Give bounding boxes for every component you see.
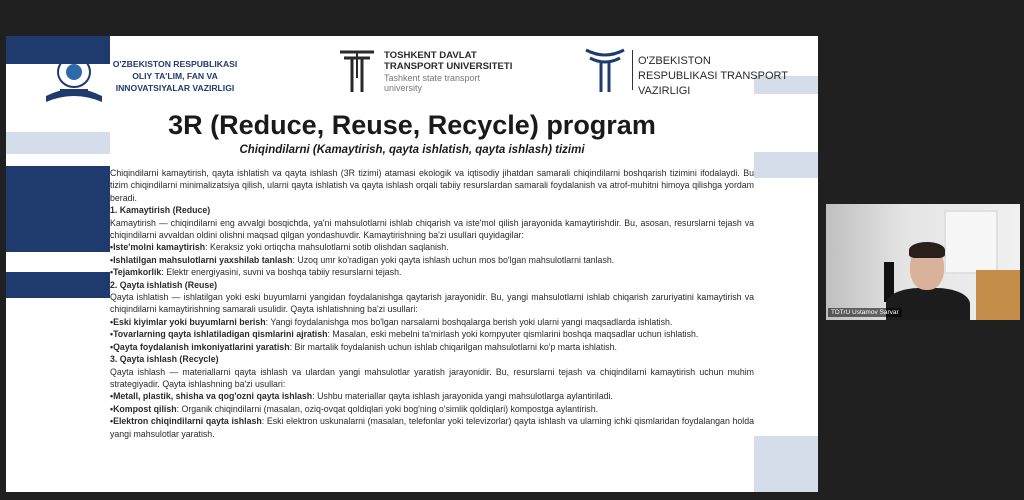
list-item (110, 254, 754, 266)
presentation-slide (6, 36, 818, 492)
list-item (110, 316, 754, 328)
list-item (110, 328, 754, 340)
list-item-label: •Iste'molni kamaytirish (110, 242, 206, 253)
intro-paragraph: Chiqindilarni kamaytirish, qayta ishlatish va qayta ishlash (3R tizimi) atamasi ekologik va iqtisodiy jihatdan samarali chiqindilarni boshqarish tizimini ifodalaydi. Bu tizim chiqindilarni minimalizatsiya qilish, ularni qayta ishlatish va qayta ishlash orqali tabiiy resurslardan samarali foydalanish va atrof-muhitni himoya qilishga yordam beradi. (110, 168, 754, 203)
list-item-label: •Ishlatilgan mahsulotlarni yaxshilab tanlash (110, 254, 293, 265)
list-item-label: •Tovarlarning qayta ishlatiladigan qismlarini ajratish (110, 329, 328, 340)
list-item (110, 341, 754, 353)
list-item-text: : Eski elektron uskunalarni (masalan, telefonlar yoki televizorlar) qayta ishlash va ularning ichki qismlaridan foydalangan holda yangi mahsulotlar yaratish. (110, 416, 754, 439)
list-item-label: •Eski kiyimlar yoki buyumlarni berish (110, 316, 266, 327)
list-item-label: •Kompost qilish (110, 403, 177, 414)
slide-body (110, 167, 754, 440)
section-heading-reuse: 2. Qayta ishlatish (Reuse) (110, 279, 218, 290)
decor-bar-left-3 (6, 272, 110, 298)
slide-subtitle: Chiqindilarni (Kamaytirish, qayta ishlatish, qayta ishlash) tizimi (239, 144, 585, 156)
slide-title: 3R (Reduce, Reuse, Recycle) program (168, 110, 656, 140)
participant-video-tile[interactable] (826, 204, 1020, 320)
section-text-reuse: Qayta ishlatish — ishlatilgan yoki eski buyumlarni yangidan foydalanishga qaytarish jarayonidir. Bu, yangi mahsulotlarni ishlab chiqarish zaruriyatini kamaytirish va chiqindilarni kamaytirishning samarali usulidir. Qayta ishlatishning ba'zi usullari: (110, 292, 754, 315)
logo-divider (632, 50, 633, 90)
list-item-label: •Metall, plastik, shisha va qog'ozni qayta ishlash (110, 391, 313, 402)
decor-bar-right-3 (754, 436, 818, 492)
decor-bar-left-2 (6, 166, 110, 252)
ministry-emblem-icon (40, 46, 108, 106)
list-item-text: : Masalan, eski mebelni ta'mirlash yoki kompyuter qismlarini boshqa maqsadlar uchun ishlatish. (327, 329, 699, 340)
section-heading-recycle: 3. Qayta ishlash (Recycle) (110, 354, 219, 365)
section-text-recycle: Qayta ishlash — materiallarni qayta ishlash va ulardan yangi mahsulotlar yaratish jarayonidir. Bu, resurslarni tejash va chiqindilarni kamaytirish uchun muhim strategiyadir. Qayta ishlashning ba'zi usullari: (110, 366, 754, 389)
list-item (110, 403, 754, 415)
list-item-text: : Uzoq umr ko'radigan yoki qayta ishlash uchun mos bo'lgan mahsulotlarni tanlash. (292, 254, 615, 265)
list-item (110, 241, 754, 253)
list-item (110, 415, 754, 440)
list-item-text: : Elektr energiyasini, suvni va boshqa tabiiy resurslarni tejash. (161, 267, 402, 278)
transport-ministry-logo-icon (584, 46, 626, 94)
list-item-label: •Tejamkorlik (110, 267, 162, 278)
university-name: TOSHKENT DAVLAT TRANSPORT UNIVERSITETI (384, 50, 513, 72)
video-window-backdrop (944, 210, 998, 274)
section-text-reduce: Kamaytirish — chiqindilarni eng avvalgi bosqichda, ya'ni mahsulotlarni ishlab chiqarish va iste'mol qilish jarayonida kamaytirishdir. Bu, asosan, resurslarni tejash va chiqindilarni avvaldan oldini olishni maqsad qilgan yondashuvdir. Kamaytirishning ba'zi usullari quyidagilar: (110, 217, 754, 241)
university-name-en: Tashkent state transport university (384, 73, 481, 93)
list-item (110, 390, 754, 402)
list-item (110, 266, 754, 278)
list-item-label: •Elektron chiqindilarni qayta ishlash (110, 416, 262, 427)
ministry-left-label: O'ZBEKISTON RESPUBLIKASI OLIY TA'LIM, FAN VA INNOVATSIYALAR VAZIRLIGI (112, 59, 238, 93)
list-item-text: : Yangi foydalanishga mos bo'lgan narsalarni boshqalarga berish yoki ularni yangi maqsadlarda ishlatish. (265, 316, 673, 327)
ministry-right-label: O'ZBEKISTON RESPUBLIKASI TRANSPORT VAZIRLIGI (638, 55, 788, 97)
list-item-text: : Bir martalik foydalanish uchun ishlab chiqarilgan mahsulotlarni ko'p marta ishlatish. (289, 341, 617, 352)
participant-hair (909, 242, 945, 258)
video-shelf-backdrop (976, 270, 1020, 320)
list-item-text: : Organik chiqindilarni (masalan, oziq-ovqat qoldiqlari yoki bog'ning o'simlik qoldiqlari) kompostga aylantirish. (176, 403, 599, 414)
list-item-label: •Qayta foydalanish imkoniyatlarini yaratish (110, 341, 290, 352)
participant-name-label: TDTrU Ustamov Sarvar (828, 308, 902, 317)
section-heading-reduce: 1. Kamaytirish (Reduce) (110, 205, 211, 216)
university-logo-icon (338, 48, 376, 94)
list-item-text: : Keraksiz yoki ortiqcha mahsulotlarni sotib olishdan saqlanish. (205, 242, 449, 253)
list-item-text: : Ushbu materiallar qayta ishlash jarayonida yangi mahsulotlarga aylantiriladi. (312, 391, 613, 402)
